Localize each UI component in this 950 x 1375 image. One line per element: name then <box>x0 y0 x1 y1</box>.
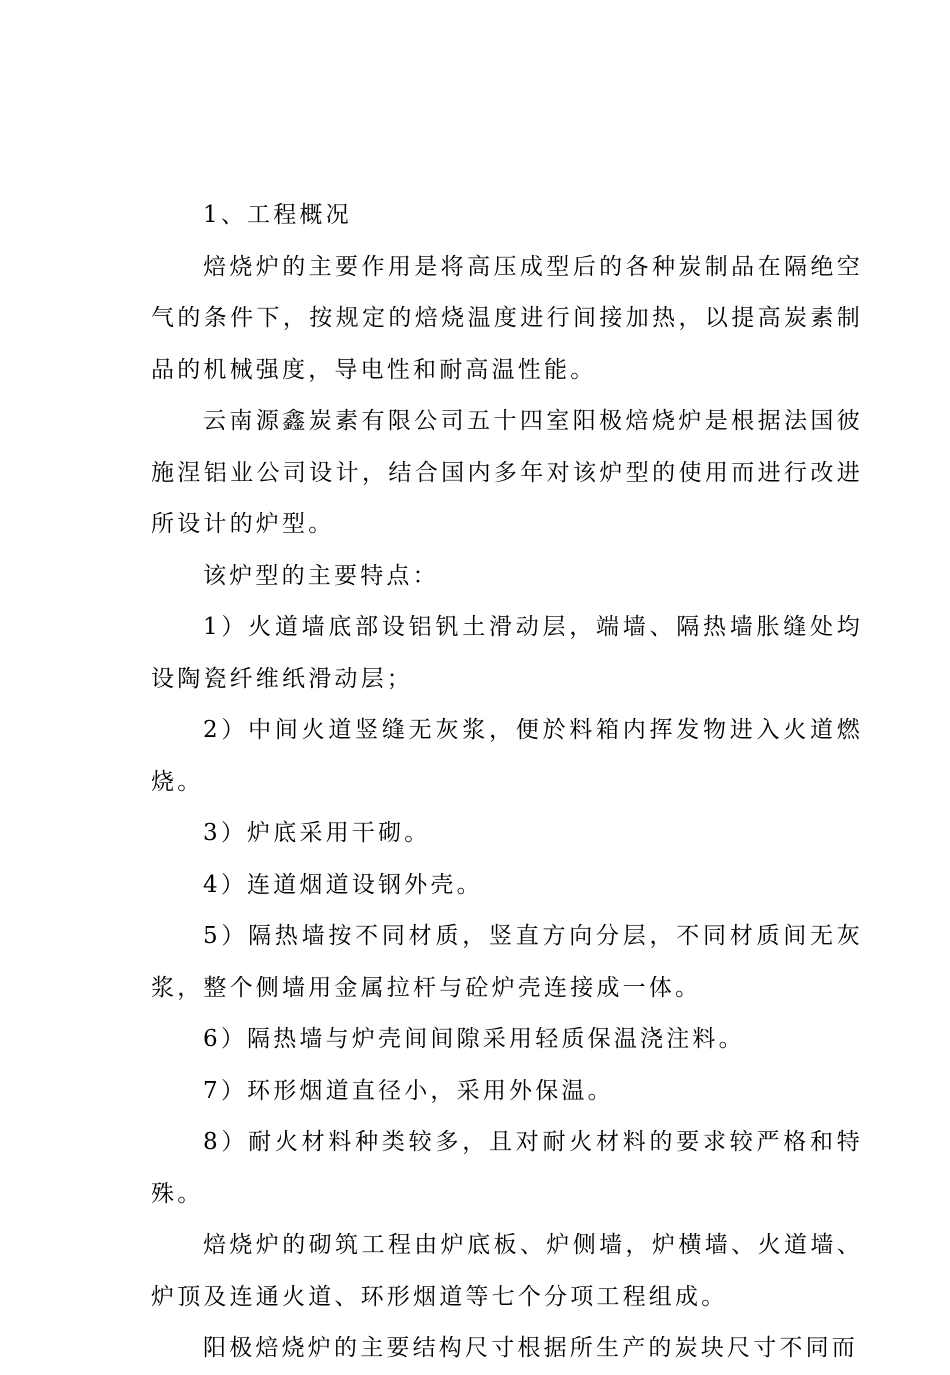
feature-item-1: 1）火道墙底部设铝钒土滑动层，端墙、隔热墙胀缝处均设陶瓷纤维纸滑动层； <box>151 614 863 692</box>
feature-item-6: 6）隔热墙与炉壳间间隙采用轻质保温浇注料。 <box>203 1026 745 1052</box>
section-heading: 1、工程概况 <box>203 202 352 228</box>
paragraph-dimensions: 阳极焙烧炉的主要结构尺寸根据所生产的炭块尺寸不同而 <box>203 1335 858 1361</box>
paragraph-masonry-scope: 焙烧炉的砌筑工程由炉底板、炉侧墙，炉横墙、火道墙、炉顶及连通火道、环形烟道等七个分项工程组成。 <box>151 1232 863 1310</box>
feature-item-5: 5）隔热墙按不同材质，竖直方向分层，不同材质间无灰浆，整个侧墙用金属拉杆与砼炉壳连接成一体。 <box>151 923 863 1001</box>
feature-item-2: 2）中间火道竖缝无灰浆，便於料箱内挥发物进入火道燃烧。 <box>151 717 863 795</box>
feature-item-8: 8）耐火材料种类较多，且对耐火材料的要求较严格和特殊。 <box>151 1129 863 1207</box>
feature-item-7: 7）环形烟道直径小，采用外保温。 <box>203 1077 614 1104</box>
document-body <box>151 190 863 1375</box>
feature-item-4: 4）连道烟道设钢外壳。 <box>203 871 483 898</box>
paragraph-purpose: 焙烧炉的主要作用是将高压成型后的各种炭制品在隔绝空气的条件下，按规定的焙烧温度进行间接加热，以提高炭素制品的机械强度，导电性和耐高温性能。 <box>151 253 863 383</box>
features-heading: 该炉型的主要特点： <box>203 562 439 589</box>
feature-item-3: 3）炉底采用干砌。 <box>203 820 431 846</box>
paragraph-design-basis: 云南源鑫炭素有限公司五十四室阳极焙烧炉是根据法国彼施涅铝业公司设计，结合国内多年对该炉型的使用而进行改进所设计的炉型。 <box>151 408 863 537</box>
